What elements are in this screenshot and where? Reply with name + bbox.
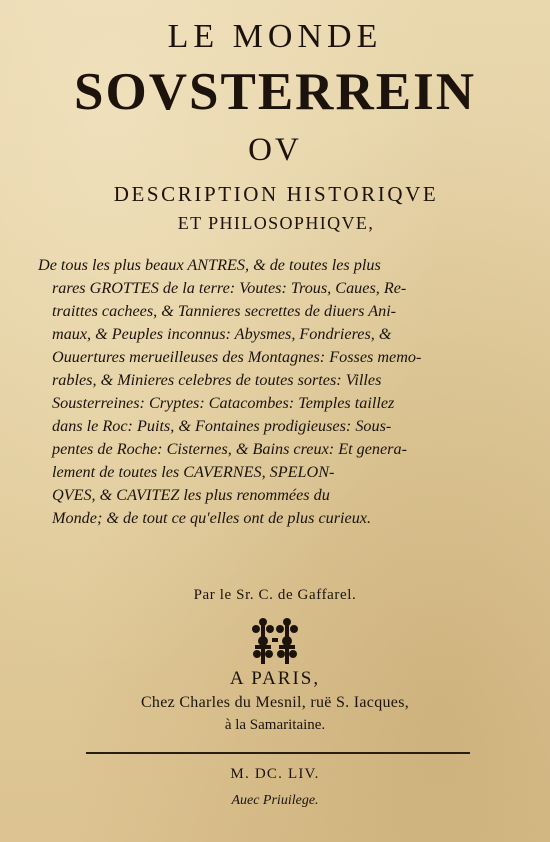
title-line-ou: OV <box>248 132 302 168</box>
description-line: pentes de Roche: Cisternes, & Bains creux: Et genera- <box>52 440 407 458</box>
divider-rule <box>86 752 470 754</box>
description-line: Sousterreines: Cryptes: Catacombes: Temples taillez <box>52 394 395 412</box>
title-main: SOVSTERREIN <box>74 63 476 121</box>
description-line: lement de toutes les CAVERNES, SPELON- <box>52 463 335 481</box>
description-line: dans le Roc: Puits, & Fontaines prodigieuses: Sous- <box>52 417 392 435</box>
imprint-printer: Chez Charles du Mesnil, ruë S. Iacques, <box>140 694 410 711</box>
imprint-place: A PARIS, <box>229 668 321 689</box>
subtitle-line-1: DESCRIPTION HISTORIQVE <box>113 182 439 206</box>
description-line: traittes cachees, & Tannieres secrettes de diuers Ani- <box>52 302 397 320</box>
title-line-1: LE MONDE <box>167 18 383 55</box>
imprint-sign: à la Samaritaine. <box>224 717 326 733</box>
description-block <box>38 254 516 530</box>
subtitle-line-2: ET PHILOSOPHIQVE, <box>177 213 375 233</box>
privilege-note: Auec Priuilege. <box>231 793 319 808</box>
publication-year: M. DC. LIV. <box>230 766 320 782</box>
description-line: maux, & Peuples inconnus: Abysmes, Fondrieres, & <box>52 325 392 343</box>
author-line: Par le Sr. C. de Gaffarel. <box>193 587 357 603</box>
description-line: rables, & Minieres celebres de toutes sortes: Villes <box>52 371 382 389</box>
description-line: Ouuertures merueilleuses des Montagnes: Fosses memo- <box>52 348 422 366</box>
description-line: rares GROTTES de la terre: Voutes: Trous, Caues, Re- <box>52 279 407 297</box>
description-line: De tous les plus beaux ANTRES, & de toutes les plus <box>38 256 381 274</box>
description-line: Monde; & de tout ce qu'elles ont de plus curieux. <box>52 509 372 527</box>
description-line: QVES, & CAVITEZ les plus renommées du <box>52 486 330 504</box>
fleuron-ornament-icon <box>246 614 304 668</box>
